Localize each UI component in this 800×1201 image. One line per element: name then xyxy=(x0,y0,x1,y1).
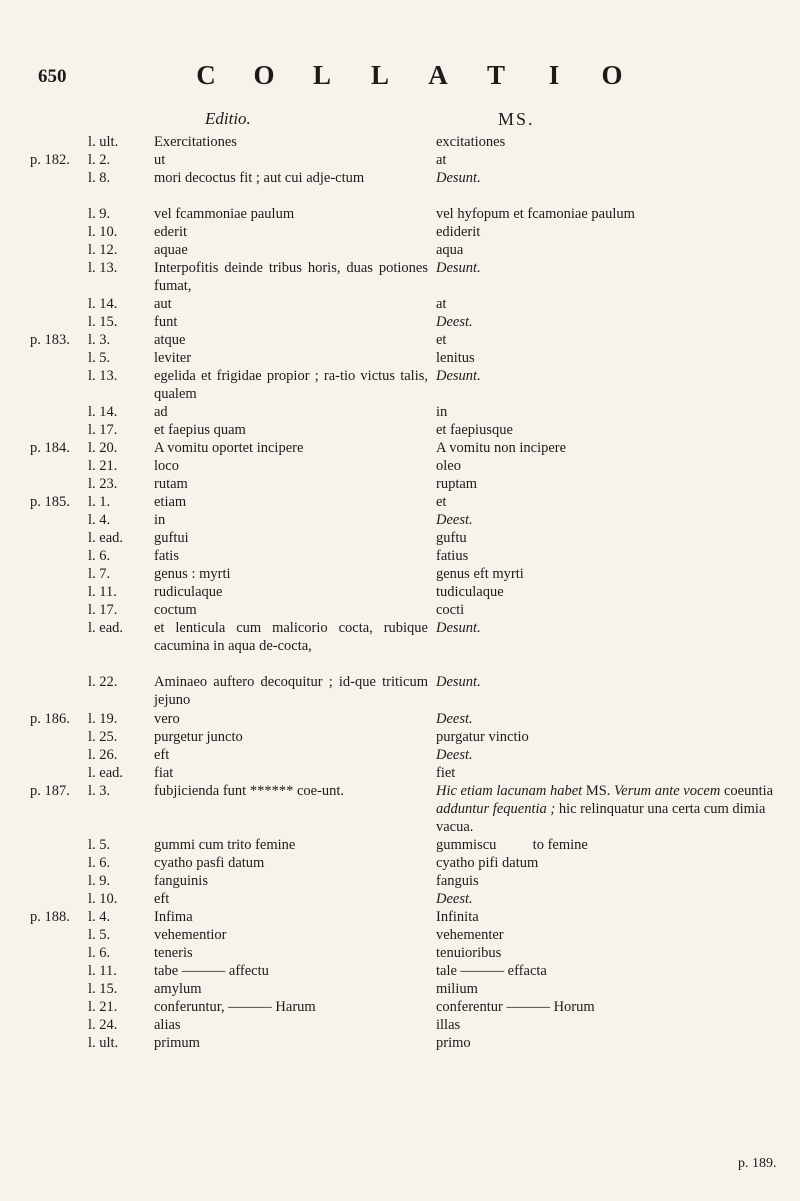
line-ref: l. ead. xyxy=(88,530,124,547)
line-ref: l. 9. xyxy=(88,872,111,889)
editio-reading: rudiculaque xyxy=(154,584,223,601)
collation-row xyxy=(0,1016,800,1034)
line-ref: l. 10. xyxy=(88,224,118,241)
running-head-letter: A xyxy=(428,60,450,90)
ms-note-text: Verum ante vocem xyxy=(614,782,721,799)
editio-reading: rutam xyxy=(154,476,188,493)
line-ref: l. 13. xyxy=(88,368,118,385)
collation-row xyxy=(0,872,800,890)
ms-reading: excitationes xyxy=(436,134,506,150)
ms-reading: Deest. xyxy=(436,512,473,529)
editio-reading: atque xyxy=(154,332,186,349)
running-head-letter: T xyxy=(486,60,507,90)
editio-reading: vehementior xyxy=(154,926,227,943)
ms-reading: cocti xyxy=(436,602,465,619)
ms-reading: et faepiusque xyxy=(436,422,513,439)
editio-reading: et lenticula cum malicorio cocta, rubique cacumina in aqua de-cocta, xyxy=(154,620,428,655)
editio-reading: egelida et frigidae propior ; ra-tio victus talis, qualem xyxy=(154,368,428,403)
line-ref: l. 3. xyxy=(88,782,111,799)
line-ref: l. 5. xyxy=(88,350,111,367)
line-ref: l. 5. xyxy=(88,926,111,943)
line-ref: l. 20. xyxy=(88,440,118,457)
line-ref: l. 1. xyxy=(88,494,111,511)
ms-note-text: hic relinquatur una certa cum dimia vacua. xyxy=(436,800,766,835)
ms-reading: lenitus xyxy=(436,350,475,367)
editio-reading: fiat xyxy=(154,764,174,781)
ms-reading: ediderit xyxy=(436,224,481,241)
collation-row xyxy=(0,836,800,854)
editio-reading: eft xyxy=(154,746,170,763)
ms-reading: gummiscu to femine xyxy=(436,836,588,853)
editio-reading: loco xyxy=(154,458,179,475)
editio-reading: vero xyxy=(154,710,180,727)
collation-row xyxy=(0,1034,800,1052)
ms-reading: Infinita xyxy=(436,908,479,925)
collation-row xyxy=(0,259,800,295)
ms-reading: conferentur ——— Horum xyxy=(436,998,595,1015)
editio-reading: Interpofitis deinde tribus horis, duas potiones fumat, xyxy=(154,260,428,295)
ms-reading: oleo xyxy=(436,458,461,475)
editio-reading: Infima xyxy=(154,908,193,925)
editio-reading: ederit xyxy=(154,224,188,241)
editio-reading: fatis xyxy=(154,548,179,565)
ms-reading: guftu xyxy=(436,530,467,547)
collation-row xyxy=(0,223,800,241)
collation-row xyxy=(0,926,800,944)
line-ref: l. 22. xyxy=(88,674,118,691)
running-head-letter: L xyxy=(312,60,333,90)
collation-row xyxy=(0,421,800,439)
editio-reading: amylum xyxy=(154,980,202,997)
collation-row xyxy=(0,764,800,782)
line-ref: l. 13. xyxy=(88,260,118,277)
ms-reading: et xyxy=(436,332,447,349)
line-ref: l. 23. xyxy=(88,476,118,493)
ms-reading: purgatur vinctio xyxy=(436,728,529,745)
line-ref: l. 17. xyxy=(88,422,118,439)
line-ref: l. 21. xyxy=(88,998,118,1015)
editio-reading: primum xyxy=(154,1034,200,1051)
ms-reading: cyatho pifi datum xyxy=(436,854,539,871)
line-ref: l. 6. xyxy=(88,944,111,961)
collation-row xyxy=(0,962,800,980)
editio-reading: teneris xyxy=(154,944,193,961)
ms-reading: vel hyfopum et fcamoniae paulum xyxy=(436,206,635,223)
running-head-letter: C xyxy=(196,60,218,90)
ms-reading: primo xyxy=(436,1034,471,1051)
collation-row xyxy=(0,133,800,151)
page-ref: p. 186. xyxy=(30,710,70,727)
catchword: p. 189. xyxy=(738,1156,777,1171)
page-ref: p. 188. xyxy=(30,908,70,925)
page-ref: p. 182. xyxy=(30,152,70,169)
ms-reading: fatius xyxy=(436,548,469,565)
ms-reading: Desunt. xyxy=(436,260,481,277)
ms-reading: fiet xyxy=(436,764,456,781)
editio-reading: aquae xyxy=(154,242,188,259)
collation-row xyxy=(0,854,800,872)
ms-reading: ruptam xyxy=(436,476,478,493)
ms-reading: Deest. xyxy=(436,314,473,331)
line-ref: l. 3. xyxy=(88,332,111,349)
column-heading-ms: MS. xyxy=(498,109,535,129)
ms-reading: Deest. xyxy=(436,710,473,727)
running-head-letter: I xyxy=(548,60,562,90)
line-ref: l. 24. xyxy=(88,1016,118,1033)
line-ref: l. 5. xyxy=(88,836,111,853)
ms-reading: Desunt. xyxy=(436,674,481,691)
line-ref: l. 6. xyxy=(88,548,111,565)
editio-reading: Aminaeo auftero decoquitur ; id-que triticum jejuno xyxy=(154,674,428,709)
collation-row xyxy=(0,313,800,331)
page-ref: p. 187. xyxy=(30,782,70,799)
line-ref: l. 15. xyxy=(88,314,118,331)
page-ref: p. 183. xyxy=(30,332,70,349)
editio-reading: coctum xyxy=(154,602,197,619)
editio-reading: in xyxy=(154,512,166,529)
line-ref: l. 15. xyxy=(88,980,118,997)
editio-reading: funt xyxy=(154,314,178,331)
collation-row xyxy=(0,782,800,836)
collation-row xyxy=(0,151,800,169)
editio-reading: genus : myrti xyxy=(154,566,231,583)
collation-row xyxy=(0,547,800,565)
editio-reading: et faepius quam xyxy=(154,422,246,439)
line-ref: l. 6. xyxy=(88,854,111,871)
line-ref: l. 17. xyxy=(88,602,118,619)
ms-reading: milium xyxy=(436,980,478,997)
collation-row xyxy=(0,890,800,908)
ms-reading: at xyxy=(436,296,447,313)
page-ref: p. 185. xyxy=(30,494,70,511)
collation-row xyxy=(0,205,800,223)
collation-row xyxy=(0,583,800,601)
editio-reading: aut xyxy=(154,296,172,313)
editio-reading: Exercitationes xyxy=(154,134,237,150)
editio-reading: fanguinis xyxy=(154,872,208,889)
line-ref: l. ead. xyxy=(88,764,124,781)
line-ref: l. 4. xyxy=(88,908,111,925)
running-head xyxy=(178,60,778,91)
ms-reading: Desunt. xyxy=(436,368,481,385)
line-ref: l. 9. xyxy=(88,206,111,223)
collation-row xyxy=(0,475,800,493)
line-ref: l. 25. xyxy=(88,728,118,745)
collation-row xyxy=(0,439,800,457)
collation-row xyxy=(0,565,800,583)
collation-row xyxy=(0,710,800,728)
collation-row xyxy=(0,728,800,746)
collation-row xyxy=(0,367,800,403)
editio-reading: cyatho pasfi datum xyxy=(154,854,265,871)
running-head-letter: O xyxy=(253,60,277,90)
line-ref: l. ead. xyxy=(88,620,124,637)
ms-note-text: adduntur fequentia ; xyxy=(436,800,556,817)
editio-reading: purgetur juncto xyxy=(154,728,243,745)
ms-reading: A vomitu non incipere xyxy=(436,440,567,457)
ms-reading: tale ——— effacta xyxy=(436,962,547,979)
collation-row xyxy=(0,403,800,421)
editio-reading: vel fcammoniae paulum xyxy=(154,206,295,223)
line-ref: l. 12. xyxy=(88,242,118,259)
ms-reading: in xyxy=(436,404,448,421)
ms-note xyxy=(436,782,786,836)
ms-reading: Deest. xyxy=(436,890,473,907)
line-ref: l. 11. xyxy=(88,962,117,979)
ms-note-text: MS. xyxy=(585,782,611,799)
editio-reading: leviter xyxy=(154,350,192,367)
collation-row xyxy=(0,457,800,475)
collation-row xyxy=(0,998,800,1016)
collation-row xyxy=(0,349,800,367)
ms-reading: Deest. xyxy=(436,746,473,763)
line-ref: l. 7. xyxy=(88,566,111,583)
page-number: 650 xyxy=(38,66,67,87)
line-ref: l. 26. xyxy=(88,746,118,763)
editio-reading: guftui xyxy=(154,530,189,547)
line-ref: l. 14. xyxy=(88,404,118,421)
editio-reading: mori decoctus fit ; aut cui adje-ctum xyxy=(154,170,365,187)
ms-reading: Desunt. xyxy=(436,170,481,187)
collation-row xyxy=(0,980,800,998)
ms-reading: tenuioribus xyxy=(436,944,502,961)
collation-row xyxy=(0,295,800,313)
ms-reading: tudiculaque xyxy=(436,584,504,601)
line-ref: l. 2. xyxy=(88,152,111,169)
ms-reading: at xyxy=(436,152,447,169)
line-ref: l. 8. xyxy=(88,170,111,187)
ms-reading: illas xyxy=(436,1016,461,1033)
collation-row xyxy=(0,529,800,547)
editio-reading: ut xyxy=(154,152,166,169)
page-ref: p. 184. xyxy=(30,440,70,457)
ms-reading: aqua xyxy=(436,242,464,259)
editio-reading: eft xyxy=(154,890,170,907)
editio-reading: conferuntur, ——— Harum xyxy=(154,998,316,1015)
ms-note-text: Hic etiam lacunam habet xyxy=(436,782,583,799)
collation-row xyxy=(0,493,800,511)
ms-note-text: coeuntia xyxy=(723,782,774,799)
ms-reading: vehementer xyxy=(436,926,504,943)
collation-row xyxy=(0,746,800,764)
ms-reading: fanguis xyxy=(436,872,479,889)
line-ref: l. 4. xyxy=(88,512,111,529)
ms-reading: et xyxy=(436,494,447,511)
collation-row xyxy=(0,908,800,926)
editio-reading: A vomitu oportet incipere xyxy=(154,440,304,457)
collation-row xyxy=(0,673,800,709)
line-ref: l. ult. xyxy=(88,134,119,150)
editio-reading: gummi cum trito femine xyxy=(154,836,296,853)
editio-reading: fubjicienda funt ****** coe-unt. xyxy=(154,782,345,799)
ms-reading: Desunt. xyxy=(436,620,481,637)
running-head-letter: O xyxy=(601,60,625,90)
collation-table xyxy=(0,133,800,1052)
line-ref: l. 11. xyxy=(88,584,117,601)
collation-row xyxy=(0,511,800,529)
editio-reading: etiam xyxy=(154,494,187,511)
line-ref: l. 10. xyxy=(88,890,118,907)
collation-row xyxy=(0,619,800,673)
collation-row xyxy=(0,331,800,349)
collation-row xyxy=(0,601,800,619)
editio-reading: tabe ——— affectu xyxy=(154,962,269,979)
line-ref: l. ult. xyxy=(88,1034,119,1051)
editio-reading: ad xyxy=(154,404,168,421)
line-ref: l. 21. xyxy=(88,458,118,475)
line-ref: l. 14. xyxy=(88,296,118,313)
line-ref: l. 19. xyxy=(88,710,118,727)
editio-reading: alias xyxy=(154,1016,181,1033)
column-heading-editio: Editio. xyxy=(205,109,251,128)
ms-reading: genus eft myrti xyxy=(436,566,524,583)
collation-row xyxy=(0,169,800,205)
running-head-letter: L xyxy=(370,60,391,90)
collation-row xyxy=(0,241,800,259)
collation-row xyxy=(0,944,800,962)
